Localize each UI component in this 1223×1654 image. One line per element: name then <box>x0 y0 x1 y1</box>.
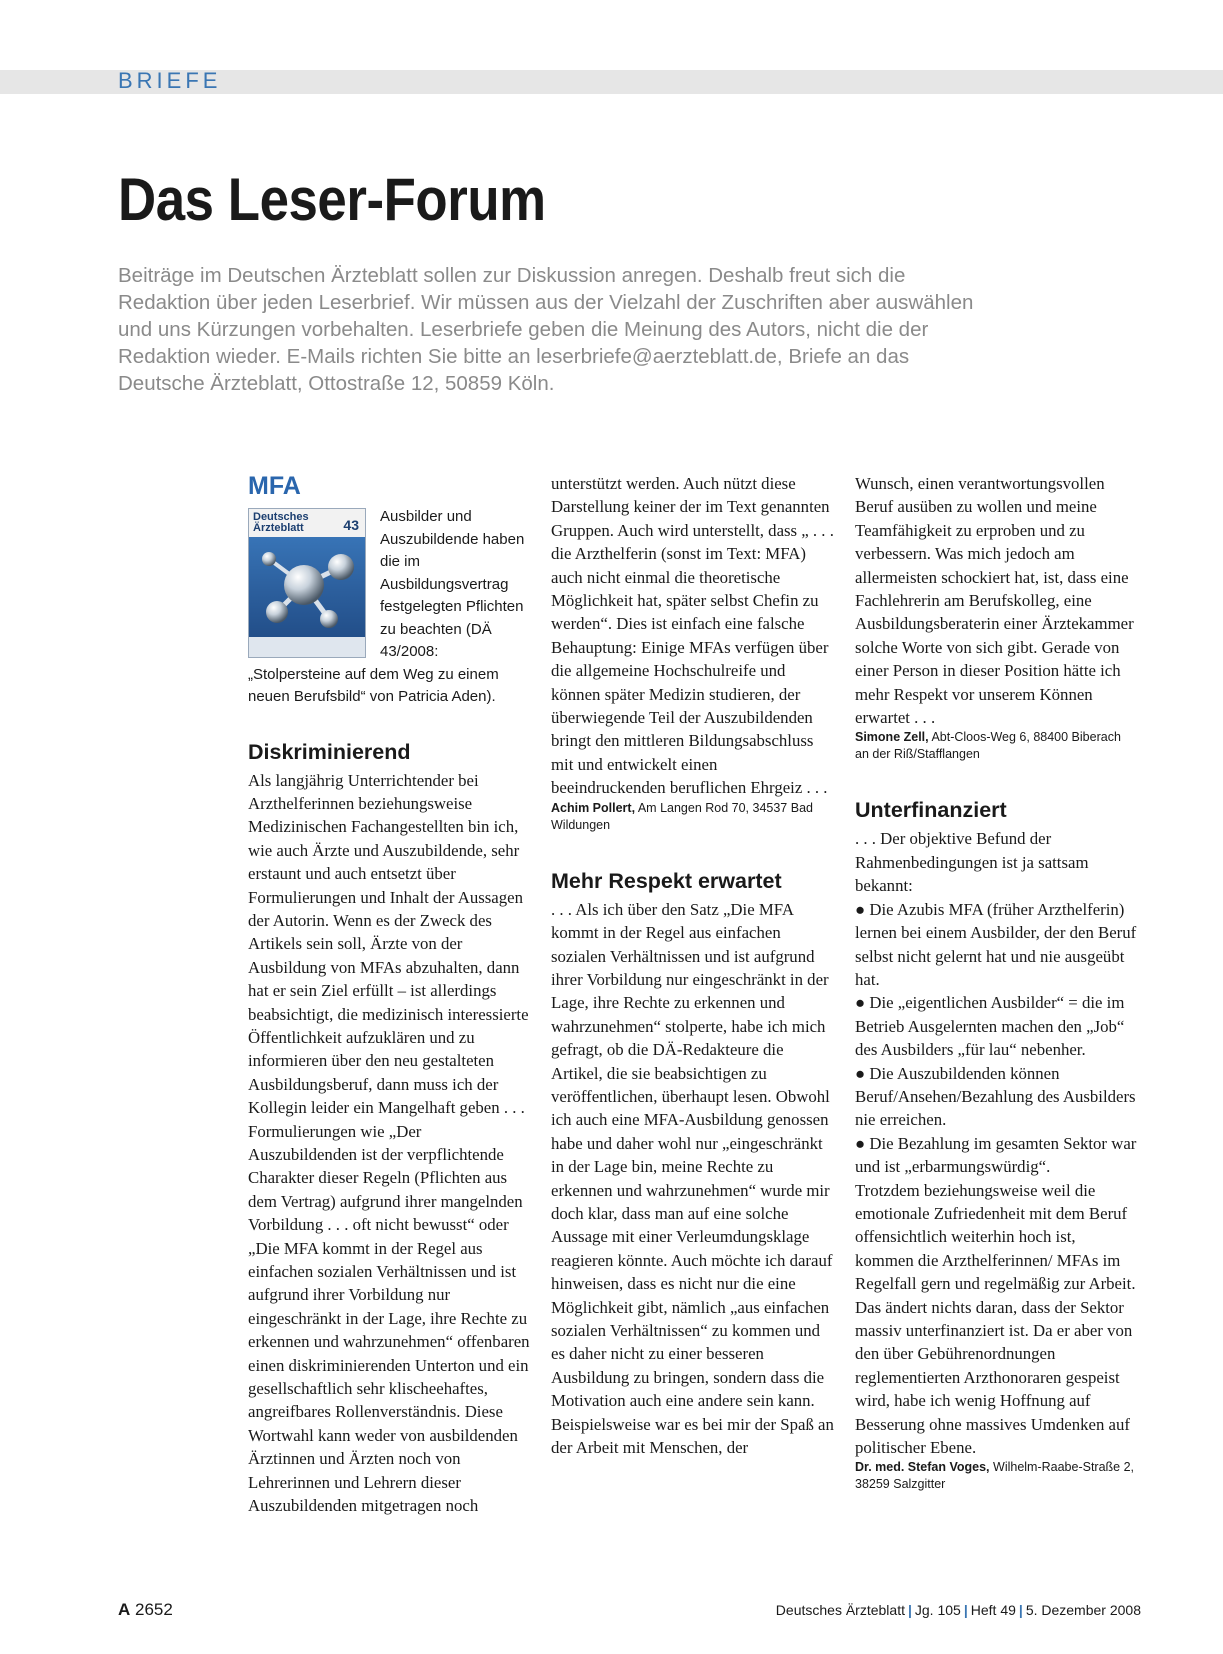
cover-issue-number: 43 <box>343 517 359 533</box>
letter2-signature <box>855 729 1138 763</box>
letter3-bullet: ● Die „eigentlichen Ausbilder“ = die im Betrieb Ausgelernten machen den „Job“ des Ausbilders „für lau“ nebenher. <box>855 993 1125 1060</box>
cover-molecule-graphic <box>249 537 365 637</box>
page-number-value: 2652 <box>135 1600 173 1619</box>
column-2 <box>551 472 834 1459</box>
mfa-heading: MFA <box>248 472 301 500</box>
letter3-body: Trotzdem beziehungsweise weil die emotionale Zufriedenheit mit dem Beruf offensichtlich weiterhin hoch ist, kommen die Arzthelferinnen/ MFAs im Regelfall gern und regelmäßig zur Arbeit. Das ändert nichts daran, dass der Sektor massiv unterfinanziert ist. Da er aber von den über Gebührenordnungen reglementierten Arzthonoraren gespeist wird, habe ich wenig Hoffnung auf Besserung ohne massives Umdenken auf politischer Ebene. <box>855 1180 1136 1458</box>
cover-footer-strip <box>249 637 365 657</box>
magazine-cover-image <box>248 508 366 658</box>
footer-separator: | <box>1018 1602 1023 1618</box>
letter2-address: Abt-Cloos-Weg 6, 88400 Biberach an der Riß/Stafflangen <box>855 730 1121 762</box>
letter3-heading: Unterfinanziert <box>855 798 1007 823</box>
letter1-author: Achim Pollert, <box>551 800 636 815</box>
footer-issue: Heft 49 <box>970 1602 1016 1618</box>
footer-volume: Jg. 105 <box>914 1602 961 1618</box>
mfa-teaser-text: Ausbilder und Auszubildende haben die im Ausbildungsvertrag festgelegten Pflichten zu beachten (DÄ 43/2008: „Stolpersteine auf dem Weg zu einem neuen Berufsbild“ von Patricia Aden). <box>248 508 525 705</box>
column-1 <box>248 472 531 1518</box>
letter3-bullet: ● Die Azubis MFA (früher Arzthelferin) lernen bei einem Ausbilder, der den Beruf selbst nicht gelernt hat und nie ausgeübt hat. <box>855 899 1137 989</box>
footer-separator: | <box>907 1602 912 1618</box>
section-label: BRIEFE <box>118 68 222 93</box>
letter1-body-part1: Als langjährig Unterrichtender bei Arzthelferinnen beziehungsweise Medizinischen Fachangestellten bin ich, wie auch Ärzte und Auszubildende, sehr erstaunt und auch entsetzt über Formulierungen und Inhalt der Aussagen der Autorin. Wenn es der Zweck des Artikels sein soll, Ärzte von der Ausbildung von MFAs abzuhalten, dann hat er sein Ziel erfüllt – ist allerdings beabsichtigt, die medizinisch interessierte Öffentlichkeit aufzuklären und zu informieren über den neu gestalteten Ausbildungsberuf, dann muss ich der Kollegin leider ein Mangelhaft geben . . . Formulierungen wie „Der Auszubildenden ist der verpflichtende Charakter dieser Regeln (Pflichten aus dem Vertrag) aufgrund ihrer mangelnden Vorbildung . . . oft nicht bewusst“ oder „Die MFA kommt in der Regel aus einfachen sozialen Verhältnissen und ist aufgrund ihrer Vorbildung nur eingeschränkt in der Lage, ihre Rechte zu erkennen und wahrzunehmen“ offenbaren einen diskriminierenden Unterton und ein gesellschaftlich sehr klischeehaftes, angreifbares Rollenverständnis. Diese Wortwahl kann weder von ausbildenden Ärztinnen und Ärzten noch von Lehrerinnen und Lehrern dieser Auszubildenden mitgetragen noch <box>248 770 530 1516</box>
footer-date: 5. Dezember 2008 <box>1025 1602 1141 1618</box>
letter3-signature <box>855 1459 1138 1493</box>
letter3-author: Dr. med. Stefan Voges, <box>855 1460 990 1475</box>
letter2-body-part2: Wunsch, einen verantwortungsvollen Beruf ausüben zu wollen und meine Teamfähigkeit zu erproben und zu verbessern. Was mich jedoch am allermeisten schockiert hat, ist, dass eine Fachlehrerin am Berufskolleg, eine Ausbildungsberaterin einer Ärztekammer solche Worte von sich gibt. Gerade von einer Person in dieser Position hätte ich mehr Respekt vor unserem Können erwartet . . . <box>855 474 1134 728</box>
footer-separator: | <box>963 1602 968 1618</box>
page-number <box>118 1600 173 1620</box>
page-prefix: A <box>118 1600 131 1619</box>
letter1-signature <box>551 800 834 834</box>
mfa-teaser-block <box>248 506 531 709</box>
footer-citation <box>776 1602 1141 1618</box>
footer-journal: Deutsches Ärzteblatt <box>775 1602 905 1618</box>
intro-text: Beiträge im Deutschen Ärzteblatt sollen zur Diskussion anregen. Deshalb freut sich die Redaktion über jeden Leserbrief. Wir müssen aus der Vielzahl der Zuschriften aber auswählen und uns Kürzungen vorbehalten. Leserbriefe geben die Meinung des Autors, nicht die der Redaktion wieder. E-Mails richten Sie bitte an leserbriefe@aerzteblatt.de, Briefe an das Deutsche Ärzteblatt, Ottostraße 12, 50859 Köln. <box>118 264 974 395</box>
page-title: Das Leser-Forum <box>118 166 546 233</box>
column-3 <box>855 472 1138 1493</box>
letter3-address: Wilhelm-Raabe-Straße 2, 38259 Salzgitter <box>855 1460 1135 1492</box>
cover-title: Deutsches Ärzteblatt <box>253 511 309 534</box>
letter1-heading: Diskriminierend <box>248 739 411 764</box>
letter1-body-part2: unterstützt werden. Auch nützt diese Darstellung keiner der im Text genannten Gruppen. Auch wird unterstellt, dass „ . . . die Arzthelferin (sonst im Text: MFA) auch nicht einmal die theoretische Möglichkeit hat, später selbst Chefin zu werden“. Dies ist einfach eine falsche Behauptung: Einige MFAs verfügen über die allgemeine Hochschulreife und können später Medizin studieren, der überwiegende Teil der Auszubildenden bringt den mittleren Bildungsabschluss mit und entwickelt einen beeindruckenden beruflichen Ehrgeiz . . . <box>551 474 834 798</box>
letter2-author: Simone Zell, <box>855 730 929 745</box>
letter1-address: Am Langen Rod 70, 34537 Bad Wildungen <box>551 800 813 832</box>
letter3-intro: . . . Der objektive Befund der Rahmenbedingungen ist ja sattsam bekannt: <box>855 829 1089 896</box>
letter2-body-part1: . . . Als ich über den Satz „Die MFA kommt in der Regel aus einfachen sozialen Verhältnissen und ist aufgrund ihrer Vorbildung nur eingeschränkt in der Lage, ihre Rechte zu erkennen und wahrzunehmen“ stolperte, habe ich mich gefragt, ob die DÄ-Redakteure die Artikel, die sie beabsichtigen zu veröffentlichen, überhaupt lesen. Obwohl ich auch eine MFA-Ausbildung genossen habe und daher wohl nur „eingeschränkt in der Lage bin, meine Rechte zu erkennen und wahrzunehmen“ wurde mir doch klar, dass man auf eine solche Aussage mit einer Verleumdungsklage reagieren könnte. Auch möchte ich darauf hinweisen, dass es nicht nur die eine Möglichkeit gibt, nämlich „aus einfachen sozialen Verhältnissen“ zu kommen und es daher nicht zu einer besseren Ausbildung zu bringen, sondern dass die Motivation auch eine andere sein kann. Beispielsweise war es bei mir der Spaß an der Arbeit mit Menschen, der <box>551 899 834 1458</box>
letter3-bullet: ● Die Auszubildenden können Beruf/Ansehen/Bezahlung des Ausbilders nie erreichen. <box>855 1063 1136 1130</box>
letter2-heading: Mehr Respekt erwartet <box>551 868 782 893</box>
letter3-bullet: ● Die Bezahlung im gesamten Sektor war und ist „erbarmungswürdig“. <box>855 1133 1137 1177</box>
